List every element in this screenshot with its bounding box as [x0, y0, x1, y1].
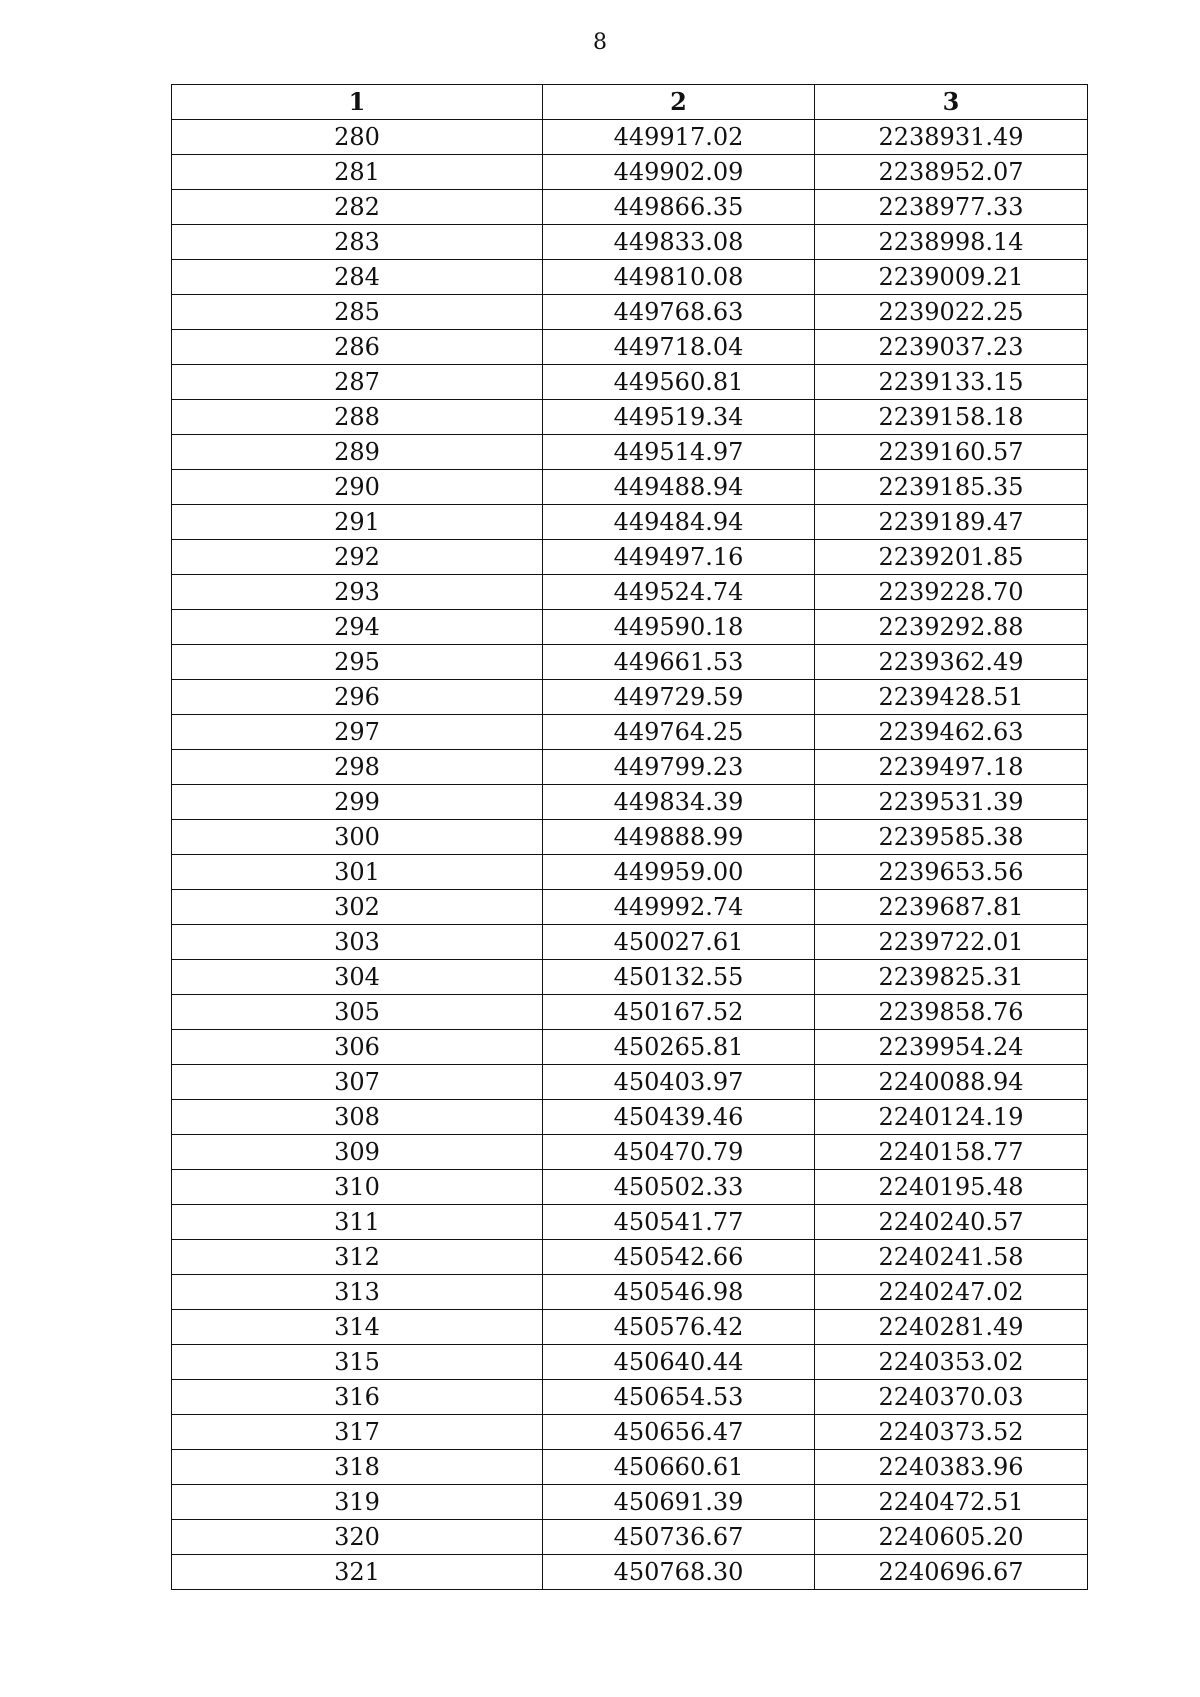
- coordinate-y-cell: 2239462.63: [815, 715, 1088, 750]
- coordinate-y-cell: 2239497.18: [815, 750, 1088, 785]
- coordinate-x-cell: 450167.52: [543, 995, 815, 1030]
- coordinate-y-cell: 2240472.51: [815, 1485, 1088, 1520]
- table-row: [172, 1415, 1088, 1450]
- column-header-1: 1: [172, 85, 543, 120]
- table-row: [172, 855, 1088, 890]
- table-row: [172, 750, 1088, 785]
- point-number-cell: 309: [172, 1135, 543, 1170]
- point-number-cell: 311: [172, 1205, 543, 1240]
- table-row: [172, 1345, 1088, 1380]
- table-row: [172, 890, 1088, 925]
- coordinate-x-cell: 449917.02: [543, 120, 815, 155]
- coordinate-x-cell: 450439.46: [543, 1100, 815, 1135]
- coordinate-y-cell: 2238998.14: [815, 225, 1088, 260]
- coordinate-x-cell: 449488.94: [543, 470, 815, 505]
- coordinate-x-cell: 449902.09: [543, 155, 815, 190]
- table-row: [172, 1240, 1088, 1275]
- coordinate-x-cell: 450542.66: [543, 1240, 815, 1275]
- coordinate-y-cell: 2240247.02: [815, 1275, 1088, 1310]
- coordinate-y-cell: 2239585.38: [815, 820, 1088, 855]
- point-number-cell: 280: [172, 120, 543, 155]
- coordinate-x-cell: 449810.08: [543, 260, 815, 295]
- point-number-cell: 299: [172, 785, 543, 820]
- table-row: [172, 120, 1088, 155]
- table-row: [172, 260, 1088, 295]
- table-row: [172, 1310, 1088, 1345]
- table-row: [172, 1555, 1088, 1590]
- coordinate-y-cell: 2239722.01: [815, 925, 1088, 960]
- point-number-cell: 289: [172, 435, 543, 470]
- coordinate-x-cell: 450660.61: [543, 1450, 815, 1485]
- coordinate-y-cell: 2240281.49: [815, 1310, 1088, 1345]
- coordinate-x-cell: 449497.16: [543, 540, 815, 575]
- table-row: [172, 190, 1088, 225]
- coordinate-x-cell: 449519.34: [543, 400, 815, 435]
- table-row: [172, 1065, 1088, 1100]
- coordinate-y-cell: 2240605.20: [815, 1520, 1088, 1555]
- coordinate-y-cell: 2239954.24: [815, 1030, 1088, 1065]
- point-number-cell: 292: [172, 540, 543, 575]
- point-number-cell: 285: [172, 295, 543, 330]
- coordinate-y-cell: 2238952.07: [815, 155, 1088, 190]
- table-row: [172, 155, 1088, 190]
- table-row: [172, 330, 1088, 365]
- coordinate-x-cell: 449514.97: [543, 435, 815, 470]
- coordinate-y-cell: 2239133.15: [815, 365, 1088, 400]
- table-body: [172, 120, 1088, 1590]
- point-number-cell: 312: [172, 1240, 543, 1275]
- coordinate-y-cell: 2240240.57: [815, 1205, 1088, 1240]
- coordinate-x-cell: 449833.08: [543, 225, 815, 260]
- coordinate-y-cell: 2240353.02: [815, 1345, 1088, 1380]
- coordinate-x-cell: 449729.59: [543, 680, 815, 715]
- table-row: [172, 1485, 1088, 1520]
- point-number-cell: 295: [172, 645, 543, 680]
- coordinate-x-cell: 450470.79: [543, 1135, 815, 1170]
- coordinate-y-cell: 2239160.57: [815, 435, 1088, 470]
- coordinate-y-cell: 2240370.03: [815, 1380, 1088, 1415]
- coordinate-y-cell: 2240383.96: [815, 1450, 1088, 1485]
- table-row: [172, 295, 1088, 330]
- coordinate-x-cell: 449718.04: [543, 330, 815, 365]
- table-row: [172, 1275, 1088, 1310]
- point-number-cell: 306: [172, 1030, 543, 1065]
- coordinate-y-cell: 2240373.52: [815, 1415, 1088, 1450]
- point-number-cell: 286: [172, 330, 543, 365]
- coordinate-x-cell: 450541.77: [543, 1205, 815, 1240]
- coordinate-x-cell: 449834.39: [543, 785, 815, 820]
- column-header-2: 2: [543, 85, 815, 120]
- table-row: [172, 1450, 1088, 1485]
- point-number-cell: 319: [172, 1485, 543, 1520]
- coordinate-y-cell: 2240088.94: [815, 1065, 1088, 1100]
- coordinate-y-cell: 2240696.67: [815, 1555, 1088, 1590]
- table-row: [172, 610, 1088, 645]
- point-number-cell: 310: [172, 1170, 543, 1205]
- coordinate-x-cell: 449959.00: [543, 855, 815, 890]
- coordinate-y-cell: 2239687.81: [815, 890, 1088, 925]
- coordinate-x-cell: 449484.94: [543, 505, 815, 540]
- coordinate-x-cell: 449866.35: [543, 190, 815, 225]
- coordinate-y-cell: 2239158.18: [815, 400, 1088, 435]
- coordinate-y-cell: 2239022.25: [815, 295, 1088, 330]
- coordinate-x-cell: 450656.47: [543, 1415, 815, 1450]
- point-number-cell: 297: [172, 715, 543, 750]
- coordinate-x-cell: 450768.30: [543, 1555, 815, 1590]
- column-header-3: 3: [815, 85, 1088, 120]
- point-number-cell: 304: [172, 960, 543, 995]
- coordinate-y-cell: 2239858.76: [815, 995, 1088, 1030]
- coordinate-y-cell: 2239292.88: [815, 610, 1088, 645]
- table-row: [172, 680, 1088, 715]
- table-row: [172, 1170, 1088, 1205]
- point-number-cell: 281: [172, 155, 543, 190]
- coordinate-y-cell: 2239009.21: [815, 260, 1088, 295]
- coordinate-y-cell: 2239825.31: [815, 960, 1088, 995]
- table-row: [172, 1380, 1088, 1415]
- table-row: [172, 995, 1088, 1030]
- coordinate-x-cell: 450132.55: [543, 960, 815, 995]
- table-row: [172, 820, 1088, 855]
- coordinate-x-cell: 450546.98: [543, 1275, 815, 1310]
- table-row: [172, 1520, 1088, 1555]
- point-number-cell: 320: [172, 1520, 543, 1555]
- coordinate-y-cell: 2239037.23: [815, 330, 1088, 365]
- coordinate-x-cell: 450640.44: [543, 1345, 815, 1380]
- point-number-cell: 317: [172, 1415, 543, 1450]
- coordinate-x-cell: 450736.67: [543, 1520, 815, 1555]
- table-row: [172, 785, 1088, 820]
- point-number-cell: 293: [172, 575, 543, 610]
- coordinate-x-cell: 449764.25: [543, 715, 815, 750]
- coordinate-y-cell: 2239653.56: [815, 855, 1088, 890]
- coordinate-y-cell: 2240158.77: [815, 1135, 1088, 1170]
- coordinate-x-cell: 449888.99: [543, 820, 815, 855]
- table-row: [172, 925, 1088, 960]
- coordinate-x-cell: 450502.33: [543, 1170, 815, 1205]
- coordinate-x-cell: 450027.61: [543, 925, 815, 960]
- coordinate-y-cell: 2239428.51: [815, 680, 1088, 715]
- table-row: [172, 225, 1088, 260]
- point-number-cell: 318: [172, 1450, 543, 1485]
- point-number-cell: 287: [172, 365, 543, 400]
- coordinate-x-cell: 449560.81: [543, 365, 815, 400]
- coordinate-x-cell: 449590.18: [543, 610, 815, 645]
- point-number-cell: 303: [172, 925, 543, 960]
- table-row: [172, 400, 1088, 435]
- point-number-cell: 302: [172, 890, 543, 925]
- coordinate-x-cell: 449992.74: [543, 890, 815, 925]
- point-number-cell: 313: [172, 1275, 543, 1310]
- point-number-cell: 282: [172, 190, 543, 225]
- coordinate-y-cell: 2239185.35: [815, 470, 1088, 505]
- table-row: [172, 960, 1088, 995]
- table-row: [172, 435, 1088, 470]
- table-row: [172, 505, 1088, 540]
- table-row: [172, 1205, 1088, 1240]
- point-number-cell: 314: [172, 1310, 543, 1345]
- point-number-cell: 308: [172, 1100, 543, 1135]
- coordinate-y-cell: 2239189.47: [815, 505, 1088, 540]
- coordinate-x-cell: 450691.39: [543, 1485, 815, 1520]
- point-number-cell: 298: [172, 750, 543, 785]
- point-number-cell: 305: [172, 995, 543, 1030]
- coordinate-x-cell: 449799.23: [543, 750, 815, 785]
- coordinate-x-cell: 449661.53: [543, 645, 815, 680]
- point-number-cell: 321: [172, 1555, 543, 1590]
- point-number-cell: 315: [172, 1345, 543, 1380]
- coordinate-y-cell: 2238977.33: [815, 190, 1088, 225]
- coordinates-table: [171, 84, 1088, 1590]
- coordinate-y-cell: 2238931.49: [815, 120, 1088, 155]
- coordinate-y-cell: 2239228.70: [815, 575, 1088, 610]
- table-row: [172, 1100, 1088, 1135]
- coordinate-x-cell: 449524.74: [543, 575, 815, 610]
- table-row: [172, 1135, 1088, 1170]
- coordinate-x-cell: 450654.53: [543, 1380, 815, 1415]
- point-number-cell: 296: [172, 680, 543, 715]
- coordinate-x-cell: 449768.63: [543, 295, 815, 330]
- coordinate-y-cell: 2240124.19: [815, 1100, 1088, 1135]
- coordinate-y-cell: 2240241.58: [815, 1240, 1088, 1275]
- table-row: [172, 365, 1088, 400]
- point-number-cell: 290: [172, 470, 543, 505]
- coordinate-y-cell: 2240195.48: [815, 1170, 1088, 1205]
- point-number-cell: 291: [172, 505, 543, 540]
- table-row: [172, 575, 1088, 610]
- table-row: [172, 645, 1088, 680]
- coordinate-y-cell: 2239201.85: [815, 540, 1088, 575]
- coordinate-x-cell: 450403.97: [543, 1065, 815, 1100]
- point-number-cell: 294: [172, 610, 543, 645]
- coordinate-x-cell: 450265.81: [543, 1030, 815, 1065]
- point-number-cell: 283: [172, 225, 543, 260]
- coordinate-y-cell: 2239531.39: [815, 785, 1088, 820]
- point-number-cell: 284: [172, 260, 543, 295]
- point-number-cell: 316: [172, 1380, 543, 1415]
- coordinate-x-cell: 450576.42: [543, 1310, 815, 1345]
- point-number-cell: 288: [172, 400, 543, 435]
- coordinate-y-cell: 2239362.49: [815, 645, 1088, 680]
- table-row: [172, 1030, 1088, 1065]
- table-row: [172, 715, 1088, 750]
- point-number-cell: 300: [172, 820, 543, 855]
- point-number-cell: 301: [172, 855, 543, 890]
- page-number: 8: [593, 30, 607, 55]
- table-row: [172, 540, 1088, 575]
- table-header-row: [172, 85, 1088, 120]
- point-number-cell: 307: [172, 1065, 543, 1100]
- table-row: [172, 470, 1088, 505]
